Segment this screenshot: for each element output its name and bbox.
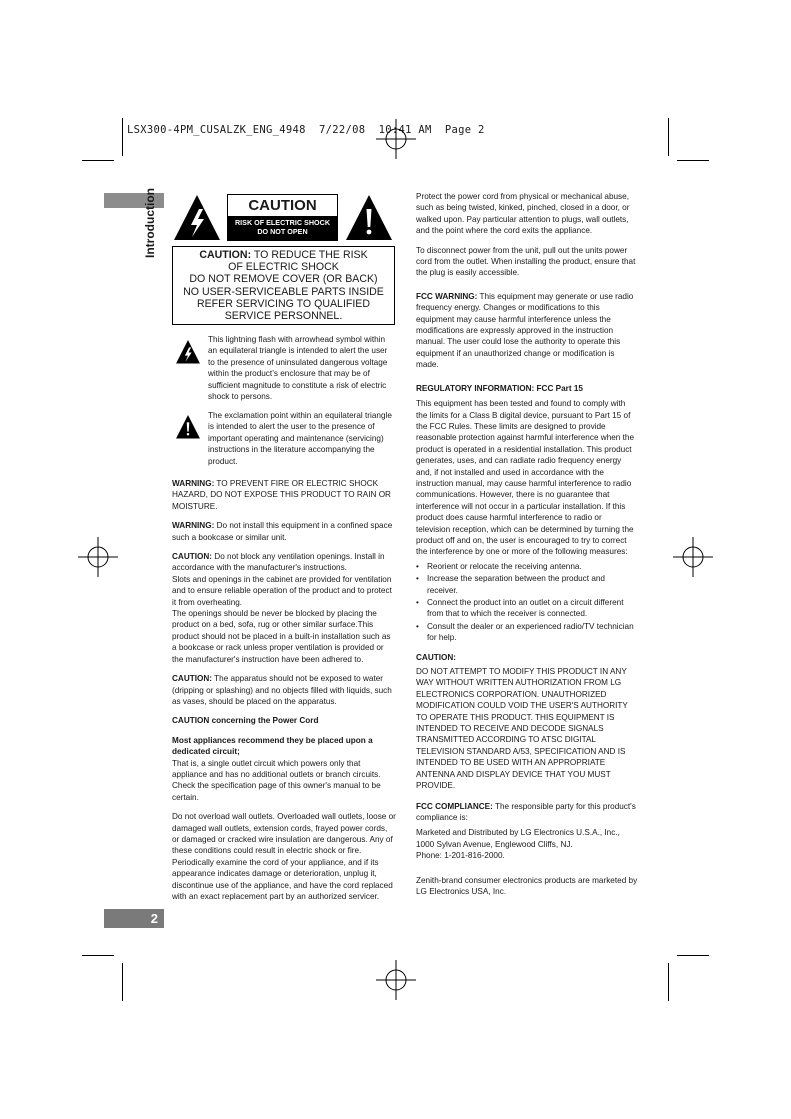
registration-mark-bottom — [376, 960, 416, 1000]
caution-box-line6: SERVICE PERSONNEL. — [224, 310, 343, 323]
regulatory-heading: REGULATORY INFORMATION: FCC Part 15 — [416, 383, 583, 393]
caution-water — [172, 673, 396, 707]
ventilation-slots: Slots and openings in the cabinet are provided for ventilation and to ensure reliable operation of the product and to protect it from overheating. — [172, 574, 392, 607]
address-line-2: 1000 Sylvan Avenue, Englewood Cliffs, NJ. — [416, 839, 573, 849]
list-item: • Connect the product into an outlet on a circuit different from that to which the receiver is connected. — [416, 597, 638, 620]
warning-confined — [172, 520, 396, 543]
registration-mark-right — [673, 537, 713, 577]
caution-label-sub1: RISK OF ELECTRIC SHOCK — [234, 218, 331, 227]
caution-water-text: The apparatus should not be exposed to water (dripping or splashing) and no objects filled with liquids, such as vases, should be placed on the apparatus. — [172, 674, 392, 706]
overload-text: Do not overload wall outlets. Overloaded wall outlets, loose or damaged wall outlets, extension cords, frayed power cords, or damaged or cracked wire insulation are dangerous. Any of these conditions could result in electric shock or fire. Periodically examine the cord of your appliance, and if its appearance indicates damage or deterioration, unplug it, discontinue use of the appliance, and have the cord replaced with an exact replacement part by an authorized servicer. — [172, 812, 396, 901]
regulatory-text: This equipment has been tested and found to comply with the limits for a Class B digital device, pursuant to Part 15 of the FCC Rules. These limits are designed to provide reasonable protection against harmful interference when the product is operated in a residential installation. This product generates, uses, and can radiate radio frequency energy and, if not installed and used in accordance with the instruction manual, may cause harmful interference to radio communications. However, there is no guarantee that interference will not occur in a particular installation. If this product does cause harmful interference to radio or television reception, which can be determined by turning the product off and on, the user is encouraged to try to correct the interference by one or more of the following measures: — [416, 399, 635, 557]
caution-modify-heading: CAUTION: — [416, 652, 457, 662]
caution-box-line2: OF ELECTRIC SHOCK — [228, 261, 339, 274]
zenith-text: Zenith-brand consumer electronics products are marketed by LG Electronics USA, Inc. — [416, 875, 638, 896]
warning-rain-lead: WARNING: — [172, 479, 215, 488]
fcc-compliance-text: The responsible party for this product's compliance is: — [416, 801, 636, 822]
caution-box-line3: DO NOT REMOVE COVER (OR BACK) — [189, 273, 378, 286]
caution-box-line1: TO REDUCE THE RISK — [251, 249, 368, 261]
warning-rain — [172, 478, 396, 512]
caution-label-sub2: DO NOT OPEN — [257, 227, 308, 236]
caution-water-lead: CAUTION: — [172, 674, 213, 684]
caution-label — [227, 194, 338, 241]
warning-rain-text: TO PREVENT FIRE OR ELECTRIC SHOCK HAZARD, DO NOT EXPOSE THIS PRODUCT TO RAIN OR MOISTURE. — [172, 479, 391, 511]
page-number: 2 — [104, 909, 164, 928]
phone-number: Phone: 1-201-816-2000. — [416, 851, 505, 861]
fcc-compliance-lead: FCC COMPLIANCE: — [416, 801, 493, 811]
fcc-warning-text: This equipment may generate or use radio frequency energy. Changes or modifications to this equipment may cause harmful interference unless the modifications are expressly approved in the instruction manual. The user could lose the authority to operate this equipment if an unauthorized change or modification is made. — [416, 291, 634, 370]
registration-mark-top — [376, 119, 416, 159]
list-item: • Reorient or relocate the receiving antenna. — [416, 561, 638, 572]
section-label: Introduction — [143, 188, 157, 258]
right-column — [416, 191, 638, 905]
list-item: • Increase the separation between the product and receiver. — [416, 573, 638, 596]
fcc-compliance — [416, 801, 638, 824]
exclamation-symbol-icon — [175, 414, 201, 440]
power-cord-heading: CAUTION concerning the Power Cord — [172, 716, 319, 726]
lightning-warning-icon — [172, 193, 222, 243]
lightning-symbol-icon — [175, 339, 201, 365]
caution-ventilation — [172, 551, 396, 574]
exclamation-explanation: The exclamation point within an equilateral triangle is intended to alert the user to the presence of important operating and maintenance (servicing) instructions in the literature accompanying the product. — [208, 411, 392, 466]
warning-confined-lead: WARNING: — [172, 521, 215, 531]
warning-confined-text: Do not install this equipment in a confined space such a bookcase or similar unit. — [172, 521, 393, 542]
caution-ventilation-text: Do not block any ventilation openings. Install in accordance with the manufacturer's instructions. — [172, 552, 385, 573]
fcc-warning — [416, 291, 638, 371]
interference-measures-list — [416, 561, 638, 644]
caution-box — [172, 246, 395, 325]
registration-mark-left — [78, 537, 118, 577]
caution-modify-text: DO NOT ATTEMPT TO MODIFY THIS PRODUCT IN ANY WAY WITHOUT WRITTEN AUTHORIZATION FROM LG ELECTRONICS CORPORATION. UNAUTHORIZED MODIFICATION COULD VOID THE USER'S AUTHORITY TO OPERATE THIS PRODUCT. THIS EQUIPMENT IS INTENDED TO RECEIVE AND DECODE SIGNALS TRANSMITTED ACCORDING TO ATSC DIGITAL TELEVISION STANDARD A/53, SPECIFICATION AND IS INTENDED TO BE USED WITH AN APPROPRIATE ANTENNA AND DISPLAY DEVICE THAT YOU MUST PROVIDE. — [416, 667, 628, 791]
left-column — [172, 478, 396, 910]
protect-cord-text: Protect the power cord from physical or mechanical abuse, such as being twisted, kinked, pinched, closed in a door, or walked upon. Pay particular attention to plugs, wall outlets, and the point where the cord exits the appliance. — [416, 192, 630, 236]
caution-ventilation-lead: CAUTION: — [172, 552, 213, 562]
power-cord-text: That is, a single outlet circuit which powers only that appliance and has no additional outlets or branch circuits. Check the specification page of this owner's manual to be certain. — [172, 758, 381, 802]
caution-box-lead: CAUTION: — [199, 249, 252, 261]
lightning-explanation: This lightning flash with arrowhead symbol within an equilateral triangle is intended to alert the user to the presence of uninsulated dangerous voltage within the product’s enclosure that may be of sufficient magnitude to constitute a risk of electric shock to persons. — [208, 335, 388, 402]
caution-box-line4: NO USER-SERVICEABLE PARTS INSIDE — [183, 285, 384, 298]
list-item: • Consult the dealer or an experienced radio/TV technician for help. — [416, 621, 638, 644]
disconnect-text: To disconnect power from the unit, pull out the units power cord from the outlet. When installing the product, ensure that the plug is easily accessible. — [416, 245, 636, 278]
address-line-1: Marketed and Distributed by LG Electronics U.S.A., Inc., — [416, 828, 620, 838]
caution-label-subtitle — [228, 216, 337, 240]
fcc-warning-lead: FCC WARNING: — [416, 291, 478, 301]
ventilation-openings: The openings should be never be blocked by placing the product on a bed, sofa, rug or other similar surface.This product should not be placed in a built-in installation such as a bookcase or rack unless proper ventilation is provided or the manufacturer's instruction have been adhered to. — [172, 609, 391, 664]
power-cord-subheading: Most appliances recommend they be placed upon a dedicated circuit; — [172, 735, 373, 757]
exclamation-warning-icon — [344, 193, 394, 243]
caution-box-line5: REFER SERVICING TO QUALIFIED — [196, 297, 371, 310]
print-header: LSX300-4PM_CUSALZK_ENG_4948 7/22/08 10:41 AM Page 2 — [127, 124, 485, 136]
caution-label-title: CAUTION — [248, 197, 317, 214]
